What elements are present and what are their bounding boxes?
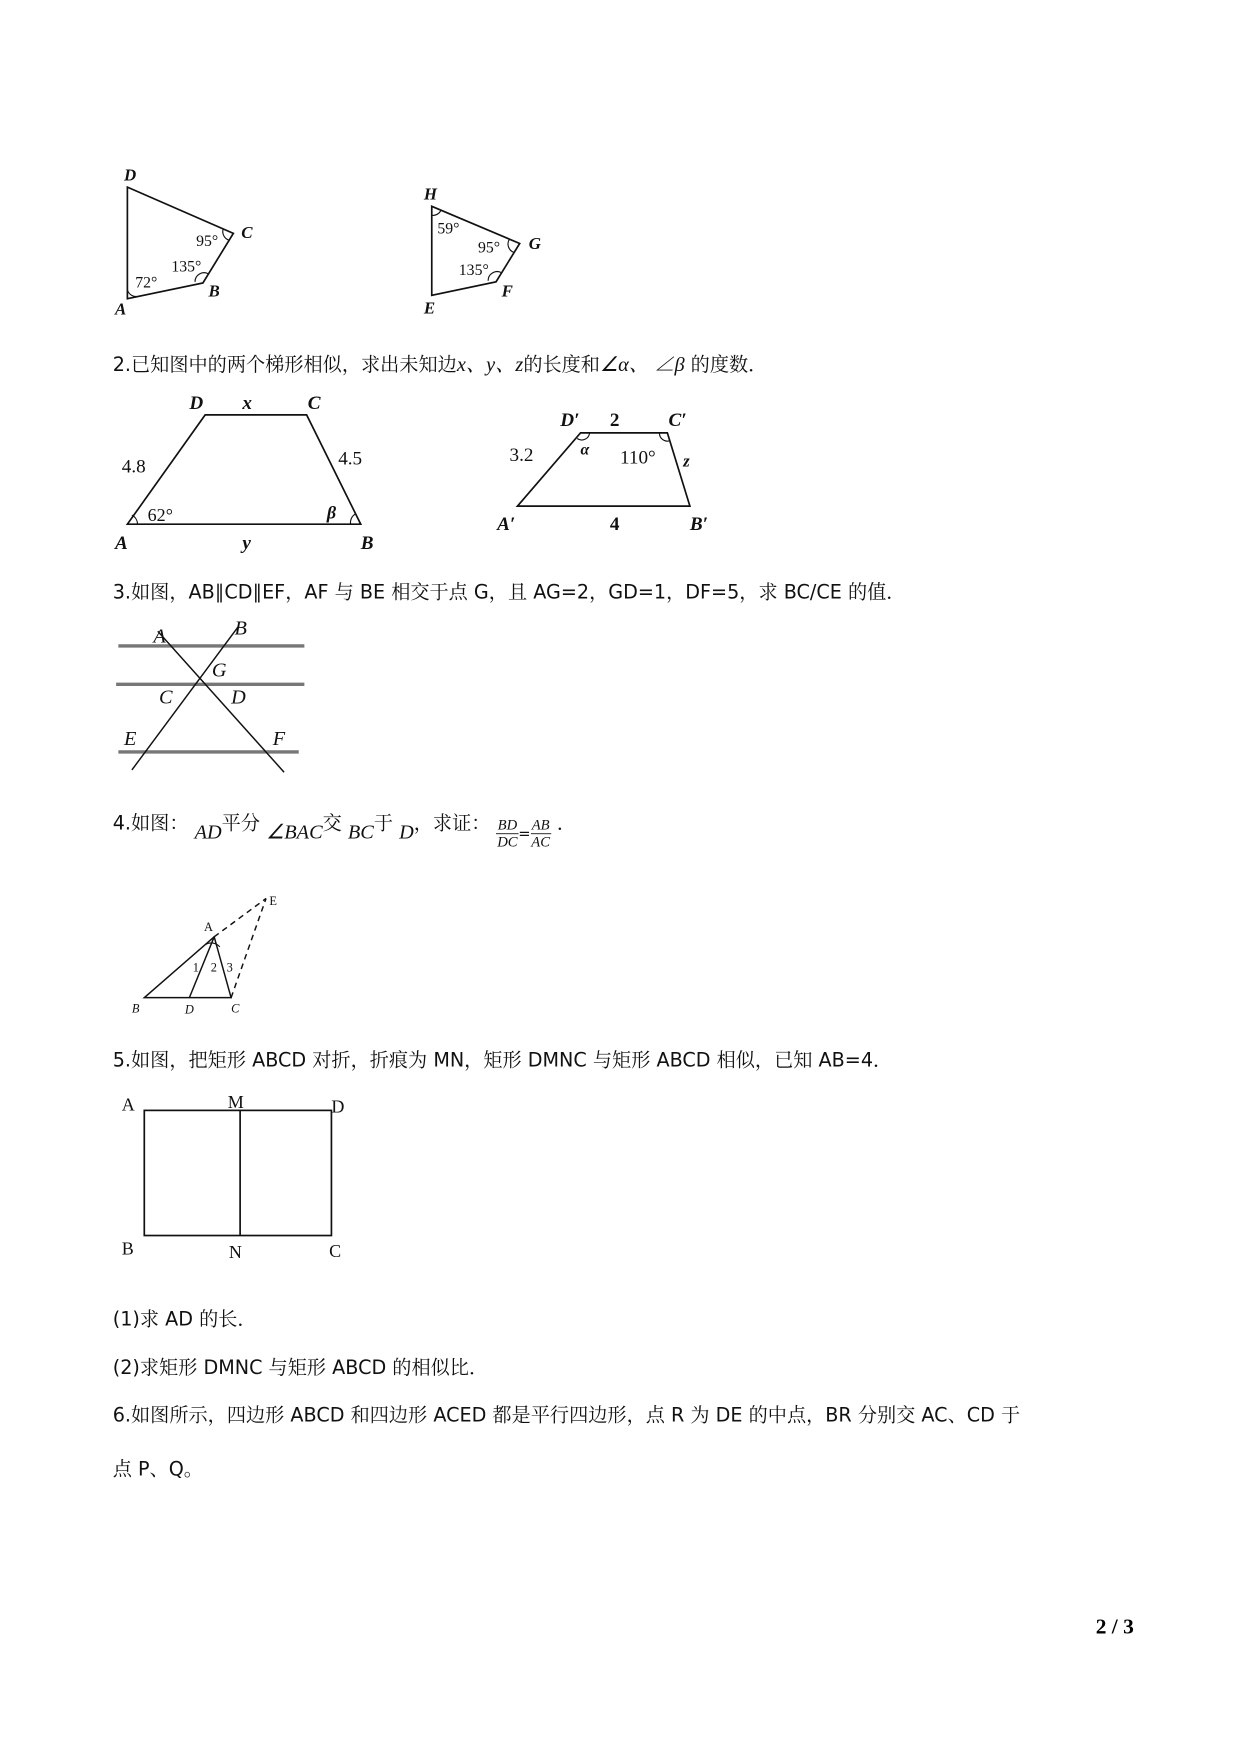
q2-prefix: 2.已知图中的两个梯形相似，求出未知边 bbox=[112, 353, 457, 377]
label-d: D bbox=[124, 165, 137, 185]
angle-c-prime: 110° bbox=[620, 447, 656, 469]
label-z: z bbox=[683, 451, 690, 471]
label-a: A bbox=[153, 625, 166, 648]
rectangle-abcd bbox=[144, 1110, 331, 1235]
dashed-ce bbox=[231, 898, 266, 997]
label-b: B bbox=[208, 281, 220, 301]
angle-a: 62° bbox=[147, 504, 173, 525]
label-a: A bbox=[121, 1094, 135, 1115]
angle-f: 135° bbox=[458, 262, 489, 280]
question-6-line-1: 6.如图所示，四边形 ABCD 和四边形 ACED 都是平行四边形，点 R 为 DE 的中点，BR 分别交 AC、CD 于 bbox=[112, 1404, 1021, 1428]
label-m: M bbox=[227, 1092, 244, 1113]
q4-t1: 平分 bbox=[221, 812, 261, 836]
label-d: D bbox=[231, 686, 246, 709]
label-g: G bbox=[528, 234, 541, 254]
label-a: A bbox=[204, 920, 213, 935]
label-b: B bbox=[131, 1001, 140, 1016]
question-2 bbox=[113, 348, 768, 377]
label-h: H bbox=[423, 184, 438, 204]
label-b: B bbox=[234, 617, 247, 640]
q4-d: D bbox=[399, 820, 414, 844]
label-x: x bbox=[242, 393, 252, 415]
label-c: C bbox=[307, 393, 321, 415]
q4-bc: BC bbox=[347, 820, 374, 844]
q4-prefix: 4.如图： bbox=[112, 812, 189, 836]
angle-1: 1 bbox=[192, 960, 199, 975]
q4-t3: 于 bbox=[373, 812, 393, 836]
label-e: E bbox=[269, 894, 278, 909]
label-a: A bbox=[114, 532, 128, 554]
trapezoid-a1b1c1d1 bbox=[517, 433, 689, 506]
side-bottom: 4 bbox=[609, 513, 620, 535]
q2-mid: 的长度和 bbox=[523, 353, 600, 377]
fraction-ab-ac: $\frac{AB}{AC}$ bbox=[531, 815, 551, 850]
question-5-part-2: (2)求矩形 DMNC 与矩形 ABCD 的相似比． bbox=[112, 1357, 489, 1380]
question-5-part-1: (1)求 AD 的长． bbox=[112, 1308, 257, 1332]
label-a-prime: A′ bbox=[497, 513, 516, 535]
dashed-ae bbox=[214, 898, 266, 936]
side-top: 2 bbox=[609, 410, 620, 432]
fraction-bd-dc: $\frac{BD}{DC}$ bbox=[497, 815, 518, 850]
q2-vars: x、y、z bbox=[456, 352, 524, 376]
q4-t2: 交 bbox=[322, 812, 342, 836]
label-b: B bbox=[360, 532, 374, 554]
angle-alpha: α bbox=[580, 441, 590, 459]
label-n: N bbox=[228, 1242, 242, 1263]
page-number: 2 / 3 bbox=[1095, 1615, 1134, 1640]
question-4 bbox=[112, 807, 577, 850]
side-ad-prime: 3.2 bbox=[509, 445, 534, 467]
q2-angles: ∠α、 ∠β bbox=[599, 352, 685, 376]
q4-end: ． bbox=[556, 812, 577, 836]
side-ad: 4.8 bbox=[121, 456, 146, 478]
label-c: C bbox=[158, 686, 173, 709]
label-d: D bbox=[189, 393, 204, 415]
label-f: F bbox=[501, 281, 513, 301]
angle-3: 3 bbox=[226, 960, 233, 975]
label-d-prime: D′ bbox=[560, 410, 580, 432]
label-c: C bbox=[231, 1001, 240, 1016]
angle-h: 59° bbox=[437, 220, 460, 238]
q2-suffix: 的度数． bbox=[690, 353, 768, 377]
q4-t4: ，求证： bbox=[413, 812, 491, 836]
side-bc: 4.5 bbox=[338, 448, 363, 470]
label-y: y bbox=[242, 532, 251, 554]
label-c: C bbox=[241, 222, 253, 242]
question-6-line-2: 点 P、Q。 bbox=[112, 1458, 203, 1482]
question-3: 3.如图，AB∥CD∥EF，AF 与 BE 相交于点 G，且 AG=2，GD=1，DF=5，求 BC/CE 的值． bbox=[112, 581, 906, 605]
angle-c: 95° bbox=[196, 232, 219, 250]
angle-2: 2 bbox=[210, 960, 218, 975]
question-5: 5.如图，把矩形 ABCD 对折，折痕为 MN，矩形 DMNC 与矩形 ABCD 相似，已知 AB=4． bbox=[112, 1049, 893, 1073]
angle-beta: β bbox=[326, 502, 337, 523]
label-e: E bbox=[423, 298, 436, 318]
label-e: E bbox=[124, 728, 137, 751]
label-f: F bbox=[272, 728, 286, 751]
angle-a: 72° bbox=[135, 274, 158, 292]
label-b-prime: B′ bbox=[689, 513, 709, 535]
label-d: D bbox=[184, 1002, 194, 1017]
angle-g: 95° bbox=[477, 239, 501, 257]
label-b: B bbox=[121, 1238, 134, 1259]
q4-bac: ∠BAC bbox=[266, 820, 323, 844]
label-g: G bbox=[211, 659, 227, 682]
label-c-prime: C′ bbox=[668, 410, 687, 432]
label-d: D bbox=[331, 1096, 345, 1117]
label-c: C bbox=[329, 1240, 342, 1261]
label-a: A bbox=[114, 299, 127, 319]
angle-b: 135° bbox=[171, 258, 202, 276]
equals: = bbox=[518, 826, 531, 844]
q4-ad: AD bbox=[194, 820, 222, 844]
